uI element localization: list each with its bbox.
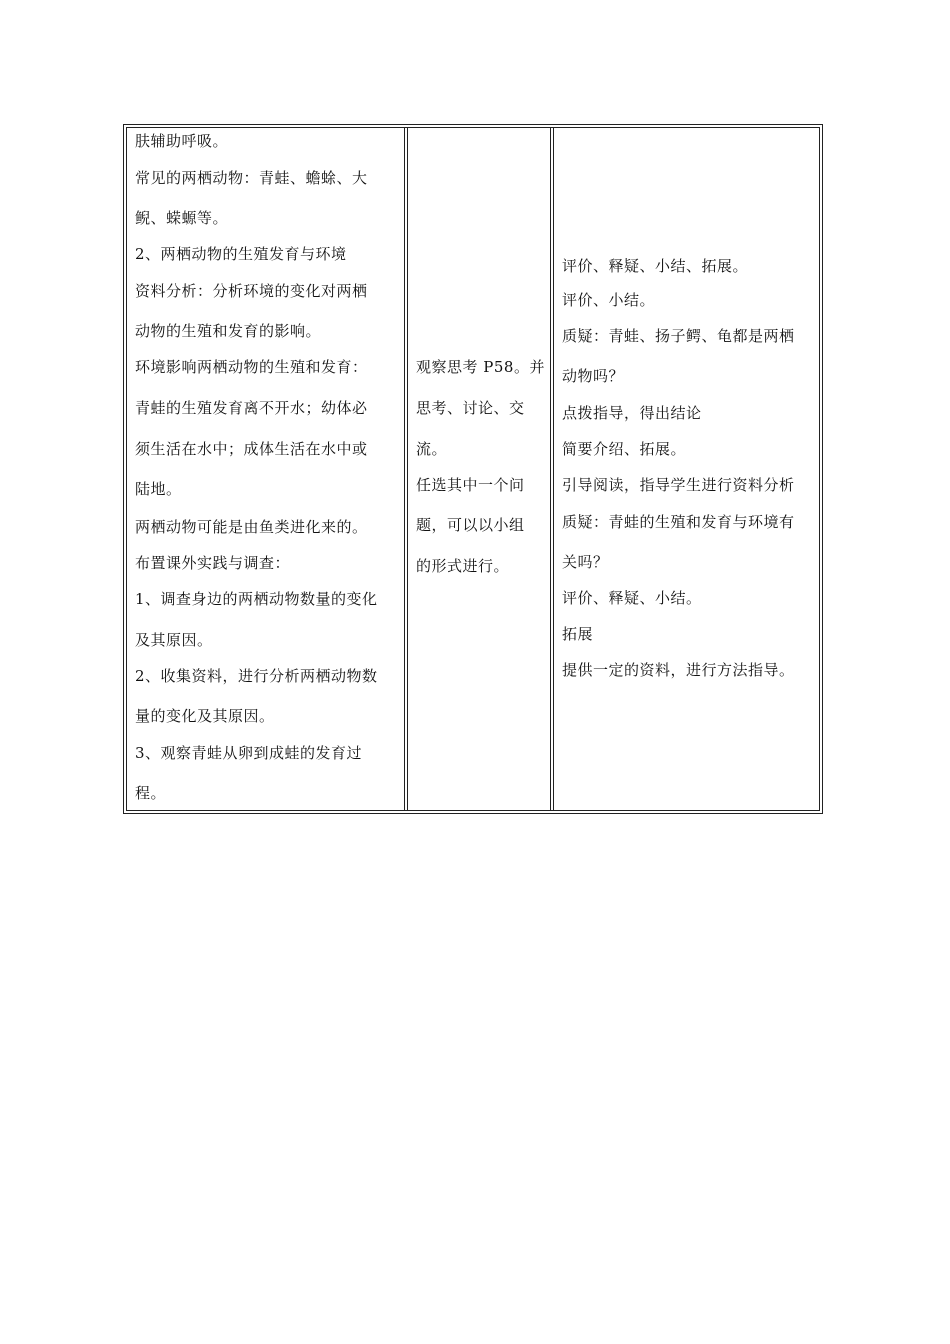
teacher-line: 关吗？ [562,553,609,571]
content-line: 程。 [135,784,167,802]
content-line: 量的变化及其原因。 [135,707,275,725]
content-line: 两栖动物可能是由鱼类进化来的。 [135,518,368,536]
content-line: 肤辅助呼吸。 [135,132,229,150]
teacher-line: 提供一定的资料，进行方法指导。 [562,661,795,679]
teacher-line: 质疑：青蛙、扬子鳄、龟都是两栖 [562,327,795,345]
teacher-line: 评价、小结。 [562,291,656,309]
content-line: 动物的生殖和发育的影响。 [135,322,322,340]
content-line: 须生活在水中；成体生活在水中或 [135,440,368,458]
content-line: 3、观察青蛙从卵到成蛙的发育过 [135,744,363,762]
content-line: 及其原因。 [135,631,213,649]
content-line: 2、收集资料，进行分析两栖动物数 [135,667,378,685]
lesson-table-inner [126,127,820,811]
teacher-line: 简要介绍、拓展。 [562,440,687,458]
teacher-line: 质疑：青蛙的生殖和发育与环境有 [562,513,795,531]
lesson-table [123,124,823,814]
content-line: 常见的两栖动物：青蛙、蟾蜍、大 [135,169,368,187]
content-line: 青蛙的生殖发育离不开水；幼体必 [135,399,368,417]
activity-line: 任选其中一个问 [416,476,525,494]
student-activity-column [408,128,550,810]
teacher-line: 引导阅读，指导学生进行资料分析 [562,476,795,494]
teacher-line: 拓展 [562,625,594,643]
content-line: 1、调查身边的两栖动物数量的变化 [135,590,378,608]
teacher-line: 动物吗？ [562,367,625,385]
content-line: 布置课外实践与调查： [135,554,291,572]
teacher-line: 点拨指导，得出结论 [562,404,702,422]
activity-line: 题，可以以小组 [416,516,525,534]
activity-line: 流。 [416,440,448,458]
content-line: 环境影响两栖动物的生殖和发育： [135,358,368,376]
activity-line: 思考、讨论、交 [416,399,525,417]
activity-line: 观察思考 P58。并 [416,358,545,376]
content-line: 陆地。 [135,480,182,498]
content-line: 资料分析：分析环境的变化对两栖 [135,282,368,300]
activity-line: 的形式进行。 [416,557,510,575]
content-line: 鲵、蝾螈等。 [135,209,229,227]
content-line: 2、两栖动物的生殖发育与环境 [135,245,347,263]
content-column [127,128,404,810]
teacher-activity-column [554,128,819,810]
teacher-line: 评价、释疑、小结。 [562,589,702,607]
teacher-line: 评价、释疑、小结、拓展。 [562,257,749,275]
